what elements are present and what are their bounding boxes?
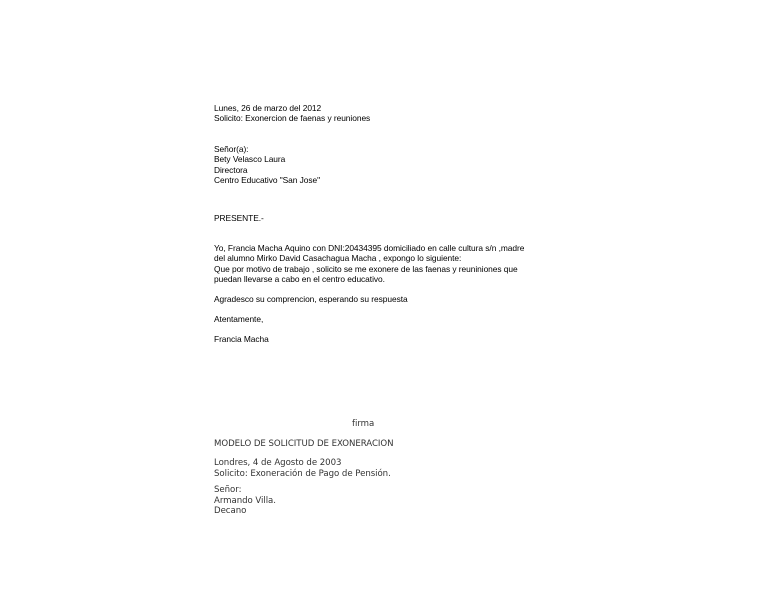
body-line: Que por motivo de trabajo , solicito se me exonere de las faenas y reuniniones que (214, 263, 518, 274)
letter-thanks (214, 294, 408, 304)
letter-date: Lunes, 26 de marzo del 2012 (214, 103, 322, 113)
closing-text: Atentamente, (214, 314, 264, 324)
letter-subject: Solicito: Exonercion de faenas y reuniones (214, 113, 371, 124)
addressee-name: Bety Velasco Laura (214, 154, 286, 165)
body-line: Yo, Francia Macha Aquino con DNI:20434395 domiciliado en calle cultura s/n ,madre (214, 243, 525, 253)
model-addressee (214, 485, 276, 517)
model-header (214, 458, 391, 479)
model-subject: Solicito: Exoneración de Pago de Pensión. (214, 468, 391, 479)
letter-signer (214, 334, 269, 344)
model-date: Londres, 4 de Agosto de 2003 (214, 458, 342, 468)
letter-addressee (214, 144, 320, 186)
letter-presente (214, 213, 264, 223)
model-addressee-title: Decano (214, 506, 247, 517)
body-line: puedan llevarse a cabo en el centro educativo. (214, 274, 385, 285)
body-line: del alumno Mirko David Casachagua Macha , expongo lo siguiente: (214, 253, 462, 264)
letter-body (214, 243, 524, 285)
presente-text: PRESENTE.- (214, 213, 264, 223)
thanks-text: Agradesco su comprencion, esperando su respuesta (214, 294, 408, 304)
signer-name: Francia Macha (214, 334, 269, 344)
letter-closing (214, 314, 263, 324)
model-title-text: MODELO DE SOLICITUD DE EXONERACION (214, 439, 394, 449)
addressee-title: Directora (214, 164, 248, 175)
model-addressee-salutation: Señor: (214, 485, 242, 495)
model-title (214, 439, 394, 450)
signature-label: firma (352, 419, 375, 429)
addressee-institution: Centro Educativo "San Jose" (214, 175, 321, 186)
model-addressee-name: Armando Villa. (214, 495, 276, 506)
addressee-salutation: Señor(a): (214, 144, 249, 154)
letter-header (214, 103, 370, 124)
